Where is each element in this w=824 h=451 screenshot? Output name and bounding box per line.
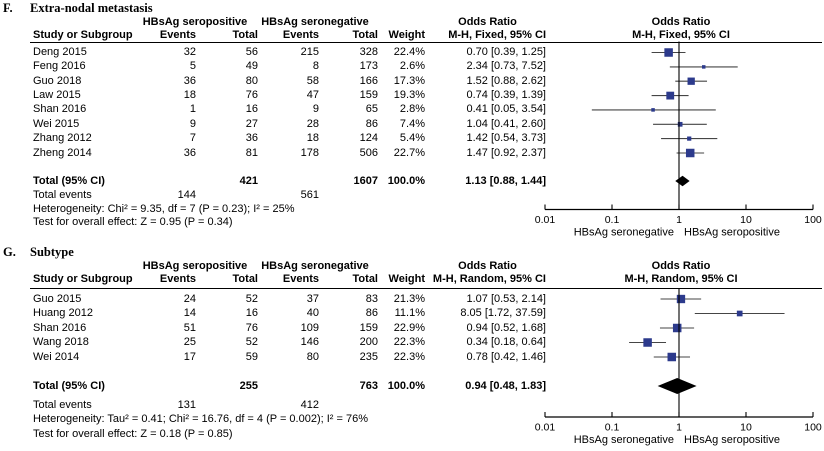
total-seropositive: 52 xyxy=(245,336,258,348)
weight-value: 2.8% xyxy=(399,103,425,116)
or-ci-text: 0.94 [0.52, 1.68] xyxy=(466,321,546,334)
weight-value: 17.3% xyxy=(393,74,425,87)
effect-square xyxy=(677,295,685,303)
events-seropositive: 17 xyxy=(183,350,196,363)
total-label: Total (95% CI) xyxy=(33,174,105,187)
total-seronegative: 166 xyxy=(359,74,378,87)
header-rule xyxy=(30,288,822,289)
total-seronegative-sum: 763 xyxy=(359,379,378,392)
or-ci-text: 1.47 [0.92, 2.37] xyxy=(466,146,546,159)
pooled-diamond xyxy=(675,176,689,186)
col-events-pos-header: Events xyxy=(159,273,196,285)
events-seropositive: 1 xyxy=(189,103,196,116)
events-seronegative: 146 xyxy=(300,336,319,348)
total-seropositive: 80 xyxy=(245,74,258,87)
x-axis-tick-label: 0.01 xyxy=(534,421,556,434)
study-name: Shan 2016 xyxy=(33,321,87,334)
study-name: Huang 2012 xyxy=(33,307,93,319)
study-name: Law 2015 xyxy=(33,89,81,102)
group-header-seronegative: HBsAg seronegative xyxy=(261,15,369,28)
events-seropositive: 25 xyxy=(183,336,196,348)
total-seropositive: 76 xyxy=(245,89,258,102)
effect-column-header: Odds Ratio xyxy=(458,15,517,28)
events-seropositive: 32 xyxy=(183,46,196,58)
or-ci-text: 0.41 [0.05, 3.54] xyxy=(466,103,546,116)
total-seropositive: 16 xyxy=(245,307,258,319)
col-total-neg-header: Total xyxy=(352,273,378,285)
pooled-diamond xyxy=(658,378,697,394)
study-name: Feng 2016 xyxy=(33,60,86,73)
x-axis-tick-label: 1 xyxy=(676,214,682,226)
study-name: Wang 2018 xyxy=(33,336,89,348)
events-seronegative: 58 xyxy=(306,74,319,87)
group-header-seropositive: HBsAg seropositive xyxy=(142,259,248,272)
weight-value: 22.4% xyxy=(393,46,425,58)
total-seropositive: 52 xyxy=(245,292,258,305)
x-axis-tick-label: 10 xyxy=(740,214,752,226)
total-seropositive-sum: 255 xyxy=(239,379,258,392)
axis-caption-right: HBsAg seropositive xyxy=(684,226,780,239)
col-weight-header: Weight xyxy=(388,273,425,285)
events-seropositive: 24 xyxy=(183,292,196,305)
total-events-seropositive: 131 xyxy=(177,398,196,411)
effect-square xyxy=(651,108,655,112)
total-seropositive: 36 xyxy=(245,132,258,145)
events-seronegative: 215 xyxy=(300,46,319,58)
or-ci-text: 8.05 [1.72, 37.59] xyxy=(460,307,546,319)
events-seronegative: 178 xyxy=(300,146,319,159)
effect-square xyxy=(688,78,695,85)
weight-value: 2.6% xyxy=(399,60,425,73)
effect-square xyxy=(666,92,674,100)
total-seronegative: 173 xyxy=(359,60,378,73)
axis-caption-left: HBsAg seronegative xyxy=(573,226,674,239)
total-events-label: Total events xyxy=(33,398,92,411)
study-name: Zhang 2012 xyxy=(33,132,92,145)
effect-square xyxy=(664,48,673,57)
weight-value: 22.9% xyxy=(393,321,425,334)
weight-value: 7.4% xyxy=(399,117,425,130)
weight-value: 22.3% xyxy=(393,350,425,363)
total-seronegative: 124 xyxy=(359,132,378,145)
effect-square xyxy=(687,136,691,140)
effect-square xyxy=(673,324,682,333)
group-header-seropositive: HBsAg seropositive xyxy=(142,15,248,28)
events-seropositive: 14 xyxy=(183,307,196,319)
study-name: Zheng 2014 xyxy=(33,146,92,159)
header-rule xyxy=(30,42,822,43)
col-weight-header: Weight xyxy=(388,28,425,41)
total-seronegative: 159 xyxy=(359,89,378,102)
total-seropositive: 59 xyxy=(245,350,258,363)
col-total-pos-header: Total xyxy=(232,273,258,285)
total-seronegative: 328 xyxy=(359,46,378,58)
total-weight: 100.0% xyxy=(387,379,425,392)
effect-square xyxy=(686,149,695,158)
total-events-seropositive: 144 xyxy=(177,188,196,201)
events-seronegative: 18 xyxy=(306,132,319,145)
events-seropositive: 18 xyxy=(183,89,196,102)
effect-square xyxy=(737,311,743,317)
total-seronegative-sum: 1607 xyxy=(353,174,378,187)
total-seropositive-sum: 421 xyxy=(239,174,258,187)
total-seropositive: 76 xyxy=(245,321,258,334)
total-or-ci-text: 0.94 [0.48, 1.83] xyxy=(465,379,546,392)
events-seropositive: 36 xyxy=(183,146,196,159)
total-seronegative: 83 xyxy=(365,292,378,305)
panel-label: G. xyxy=(3,244,16,259)
or-ci-text: 1.42 [0.54, 3.73] xyxy=(466,132,546,145)
study-name: Wei 2014 xyxy=(33,350,80,363)
events-seronegative: 47 xyxy=(306,89,319,102)
total-seronegative: 506 xyxy=(359,146,378,159)
study-name: Deng 2015 xyxy=(33,46,87,58)
col-events-neg-header: Events xyxy=(282,273,319,285)
effect-square xyxy=(643,338,652,347)
effect-square xyxy=(702,65,705,68)
events-seronegative: 8 xyxy=(312,60,319,73)
total-seropositive: 16 xyxy=(245,103,258,116)
total-events-seronegative: 561 xyxy=(300,188,319,201)
total-events-label: Total events xyxy=(33,188,92,201)
total-seronegative: 86 xyxy=(365,117,378,130)
axis-caption-left: HBsAg seronegative xyxy=(573,434,674,446)
effect-column-header: Odds Ratio xyxy=(458,259,517,272)
total-seronegative: 200 xyxy=(359,336,378,348)
study-name: Guo 2018 xyxy=(33,74,82,87)
heterogeneity-text: Heterogeneity: Tau² = 0.41; Chi² = 16.76, df = 4 (P = 0.002); I² = 76% xyxy=(33,413,368,425)
or-ci-text: 0.78 [0.42, 1.46] xyxy=(466,350,546,363)
total-seronegative: 65 xyxy=(365,103,378,116)
x-axis-tick-label: 0.01 xyxy=(534,214,556,226)
events-seronegative: 109 xyxy=(300,321,319,334)
x-axis-tick-label: 0.1 xyxy=(604,421,620,434)
total-seropositive: 49 xyxy=(245,60,258,73)
total-seronegative: 235 xyxy=(359,350,378,363)
x-axis-tick-label: 1 xyxy=(676,421,682,434)
col-total-pos-header: Total xyxy=(232,28,258,41)
or-ci-text: 1.52 [0.88, 2.62] xyxy=(466,74,546,87)
or-ci-text: 1.07 [0.53, 2.14] xyxy=(466,292,546,305)
plot-method-header: M-H, Random, 95% CI xyxy=(624,273,738,285)
weight-value: 21.3% xyxy=(393,292,425,305)
col-total-neg-header: Total xyxy=(352,28,378,41)
col-method-header: M-H, Random, 95% CI xyxy=(432,273,546,285)
col-events-neg-header: Events xyxy=(282,28,319,41)
or-ci-text: 0.34 [0.18, 0.64] xyxy=(466,336,546,348)
col-study-header: Study or Subgroup xyxy=(33,28,133,41)
col-study-header: Study or Subgroup xyxy=(33,273,133,285)
events-seronegative: 37 xyxy=(306,292,319,305)
events-seropositive: 5 xyxy=(189,60,196,73)
or-ci-text: 0.74 [0.39, 1.39] xyxy=(466,89,546,102)
x-axis-tick-label: 0.1 xyxy=(604,214,620,226)
plot-effect-header: Odds Ratio xyxy=(651,259,711,272)
x-axis-tick-label: 100 xyxy=(804,214,822,226)
heterogeneity-text: Heterogeneity: Chi² = 9.35, df = 7 (P = 0.23); I² = 25% xyxy=(33,202,295,215)
effect-square xyxy=(678,122,683,127)
weight-value: 22.3% xyxy=(393,336,425,348)
overall-effect-text: Test for overall effect: Z = 0.18 (P = 0.85) xyxy=(33,427,233,440)
events-seropositive: 7 xyxy=(189,132,196,145)
panel-label: F. xyxy=(3,0,13,15)
x-axis-tick-label: 10 xyxy=(740,421,752,434)
group-header-seronegative: HBsAg seronegative xyxy=(261,259,369,272)
plot-method-header: M-H, Fixed, 95% CI xyxy=(632,28,730,41)
total-seronegative: 159 xyxy=(359,321,378,334)
total-weight: 100.0% xyxy=(387,174,425,187)
events-seropositive: 9 xyxy=(189,117,196,130)
events-seropositive: 51 xyxy=(183,321,196,334)
total-seropositive: 27 xyxy=(245,117,258,130)
overall-effect-text: Test for overall effect: Z = 0.95 (P = 0.34) xyxy=(33,215,233,228)
total-seronegative: 86 xyxy=(365,307,378,319)
effect-square xyxy=(668,353,677,362)
events-seronegative: 28 xyxy=(306,117,319,130)
total-seropositive: 56 xyxy=(245,46,258,58)
axis-caption-right: HBsAg seropositive xyxy=(684,434,780,446)
study-name: Wei 2015 xyxy=(33,117,80,130)
or-ci-text: 0.70 [0.39, 1.25] xyxy=(466,46,546,58)
panel-title: Extra-nodal metastasis xyxy=(30,0,153,15)
col-method-header: M-H, Fixed, 95% CI xyxy=(448,28,546,41)
events-seronegative: 9 xyxy=(312,103,319,116)
study-name: Shan 2016 xyxy=(33,103,87,116)
study-name: Guo 2015 xyxy=(33,292,82,305)
events-seropositive: 36 xyxy=(183,74,196,87)
or-ci-text: 2.34 [0.73, 7.52] xyxy=(466,60,546,73)
total-events-seronegative: 412 xyxy=(300,398,319,411)
events-seronegative: 40 xyxy=(306,307,319,319)
weight-value: 22.7% xyxy=(393,146,425,159)
plot-effect-header: Odds Ratio xyxy=(651,15,711,28)
weight-value: 5.4% xyxy=(399,132,425,145)
weight-value: 11.1% xyxy=(394,307,425,319)
total-label: Total (95% CI) xyxy=(33,379,105,392)
total-or-ci-text: 1.13 [0.88, 1.44] xyxy=(465,174,546,187)
col-events-pos-header: Events xyxy=(159,28,196,41)
weight-value: 19.3% xyxy=(393,89,425,102)
total-seropositive: 81 xyxy=(245,146,258,159)
or-ci-text: 1.04 [0.41, 2.60] xyxy=(466,117,546,130)
x-axis-tick-label: 100 xyxy=(804,421,822,434)
panel-title: Subtype xyxy=(30,244,74,259)
events-seronegative: 80 xyxy=(306,350,319,363)
